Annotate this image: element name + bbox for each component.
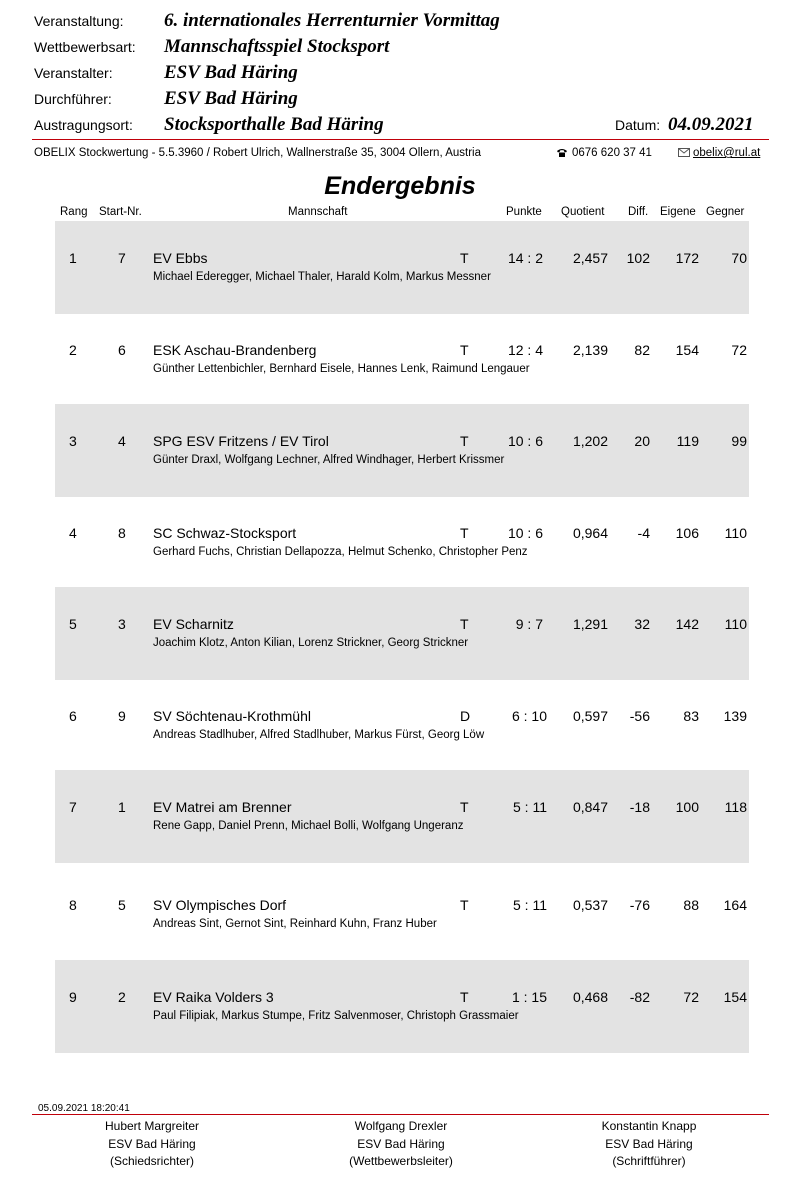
points: 10 : 6 — [507, 433, 543, 449]
opponent-points: 164 — [723, 897, 747, 913]
points: 5 : 11 — [513, 799, 547, 815]
own-points: 88 — [683, 897, 699, 913]
software-info: OBELIX Stockwertung - 5.5.3960 / Robert Ulrich, Wallnerstraße 35, 3004 Ollern, Austria — [34, 147, 482, 159]
players: Günter Draxl, Wolfgang Lechner, Alfred Windhager, Herbert Krissmer — [153, 454, 505, 466]
value-competition-type: Mannschaftsspiel Stocksport — [164, 36, 390, 57]
quotient: 0,847 — [572, 799, 608, 815]
start-number: 3 — [118, 616, 126, 632]
table-row — [55, 770, 749, 863]
value-event: 6. internationales Herrenturnier Vormittag — [164, 10, 500, 31]
team-name: EV Scharnitz — [153, 616, 234, 632]
quotient: 0,964 — [572, 525, 608, 541]
diff: -4 — [637, 525, 650, 541]
rank: 1 — [69, 250, 77, 266]
signature-secretary — [549, 1118, 749, 1171]
print-timestamp: 05.09.2021 18:20:41 — [38, 1103, 130, 1114]
rank: 8 — [69, 897, 77, 913]
start-number: 4 — [118, 433, 126, 449]
signature-role: (Wettbewerbsleiter) — [349, 1154, 453, 1168]
own-points: 172 — [675, 250, 699, 266]
diff: 102 — [626, 250, 650, 266]
rank: 6 — [69, 708, 77, 724]
diff: -76 — [629, 897, 650, 913]
team-flag: T — [460, 989, 469, 1005]
table-row — [55, 960, 749, 1053]
label-organizer: Veranstalter: — [34, 65, 113, 81]
start-number: 2 — [118, 989, 126, 1005]
players: Andreas Sint, Gernot Sint, Reinhard Kuhn, Franz Huber — [153, 918, 437, 930]
signature-role: (Schiedsrichter) — [109, 1154, 195, 1168]
col-opponent: Gegner — [706, 206, 745, 218]
col-diff: Diff. — [628, 206, 649, 218]
own-points: 154 — [675, 342, 699, 358]
signature-name: Hubert Margreiter — [104, 1119, 200, 1133]
own-points: 119 — [676, 433, 699, 449]
opponent-points: 154 — [723, 989, 747, 1005]
team-flag: D — [460, 708, 471, 724]
players: Günther Lettenbichler, Bernhard Eisele, Hannes Lenk, Raimund Lengauer — [153, 363, 530, 375]
col-start-number: Start-Nr. — [99, 206, 142, 218]
players: Gerhard Fuchs, Christian Dellapozza, Helmut Schenko, Christopher Penz — [153, 546, 528, 558]
own-points: 100 — [675, 799, 699, 815]
players: Paul Filipiak, Markus Stumpe, Fritz Salvenmoser, Christoph Grassmaier — [153, 1010, 519, 1022]
table-row — [55, 868, 749, 961]
players: Andreas Stadlhuber, Alfred Stadlhuber, Markus Fürst, Georg Löw — [153, 729, 485, 741]
value-executor: ESV Bad Häring — [164, 88, 298, 109]
table-row — [55, 221, 749, 314]
label-date: Datum: — [615, 117, 661, 133]
rank: 4 — [69, 525, 77, 541]
team-name: EV Raika Volders 3 — [153, 989, 274, 1005]
points: 12 : 4 — [507, 342, 543, 358]
quotient: 0,537 — [572, 897, 608, 913]
start-number: 7 — [118, 250, 126, 266]
signature-role: (Schriftführer) — [612, 1154, 686, 1168]
phone-icon — [556, 148, 568, 158]
team-name: ESK Aschau-Brandenberg — [153, 342, 317, 358]
team-name: SV Söchtenau-Krothmühl — [153, 708, 311, 724]
diff: -82 — [629, 989, 650, 1005]
diff: 82 — [634, 342, 650, 358]
rank: 7 — [69, 799, 77, 815]
rank: 3 — [69, 433, 77, 449]
signature-club: ESV Bad Häring — [605, 1136, 693, 1151]
table-row — [55, 404, 749, 497]
label-event: Veranstaltung: — [34, 13, 124, 29]
points: 6 : 10 — [511, 708, 547, 724]
own-points: 72 — [683, 989, 699, 1005]
signature-competition-manager — [301, 1118, 501, 1171]
own-points: 83 — [683, 708, 699, 724]
table-row — [55, 679, 749, 772]
quotient: 2,457 — [572, 250, 608, 266]
opponent-points: 99 — [731, 433, 747, 449]
phone-number: 0676 620 37 41 — [572, 147, 652, 159]
team-flag: T — [460, 250, 469, 266]
players: Joachim Klotz, Anton Kilian, Lorenz Strickner, Georg Strickner — [153, 637, 469, 649]
table-row — [55, 496, 749, 589]
value-venue: Stocksporthalle Bad Häring — [164, 114, 384, 135]
col-rank: Rang — [60, 206, 88, 218]
quotient: 1,291 — [572, 616, 608, 632]
rank: 9 — [69, 989, 77, 1005]
quotient: 1,202 — [572, 433, 608, 449]
team-name: EV Ebbs — [153, 250, 208, 266]
rank: 5 — [69, 616, 77, 632]
value-organizer: ESV Bad Häring — [164, 62, 298, 83]
col-points: Punkte — [506, 206, 542, 218]
opponent-points: 70 — [731, 250, 747, 266]
page-title: Endergebnis — [324, 172, 476, 200]
opponent-points: 118 — [724, 799, 747, 815]
start-number: 6 — [118, 342, 126, 358]
table-row — [55, 587, 749, 680]
label-venue: Austragungsort: — [34, 117, 133, 133]
team-name: SPG ESV Fritzens / EV Tirol — [153, 433, 329, 449]
own-points: 106 — [675, 525, 699, 541]
team-name: SV Olympisches Dorf — [153, 897, 287, 913]
label-executor: Durchführer: — [34, 91, 112, 107]
team-flag: T — [460, 342, 469, 358]
start-number: 8 — [118, 525, 126, 541]
diff: 20 — [634, 433, 650, 449]
team-name: SC Schwaz-Stocksport — [153, 525, 297, 541]
opponent-points: 110 — [724, 525, 747, 541]
col-quotient: Quotient — [561, 206, 605, 218]
team-flag: T — [460, 897, 469, 913]
team-flag: T — [460, 433, 469, 449]
start-number: 1 — [118, 799, 126, 815]
points: 9 : 7 — [515, 616, 543, 632]
points: 5 : 11 — [513, 897, 547, 913]
players: Rene Gapp, Daniel Prenn, Michael Bolli, Wolfgang Ungeranz — [153, 820, 464, 832]
table-row — [55, 313, 749, 406]
points: 1 : 15 — [511, 989, 547, 1005]
value-date: 04.09.2021 — [668, 114, 754, 135]
players: Michael Ederegger, Michael Thaler, Harald Kolm, Markus Messner — [153, 271, 491, 283]
col-own: Eigene — [660, 206, 696, 218]
signature-club: ESV Bad Häring — [108, 1136, 196, 1151]
opponent-points: 72 — [731, 342, 747, 358]
quotient: 2,139 — [572, 342, 608, 358]
diff: -56 — [629, 708, 650, 724]
email-link[interactable]: obelix@rul.at — [693, 147, 761, 159]
signature-name: Konstantin Knapp — [601, 1119, 697, 1133]
signature-referee — [52, 1118, 252, 1171]
team-flag: T — [460, 799, 469, 815]
label-competition-type: Wettbewerbsart: — [34, 39, 136, 55]
header-divider — [32, 139, 769, 140]
diff: -18 — [629, 799, 650, 815]
start-number: 5 — [118, 897, 126, 913]
quotient: 0,597 — [572, 708, 608, 724]
team-name: EV Matrei am Brenner — [153, 799, 292, 815]
own-points: 142 — [675, 616, 699, 632]
mail-icon — [678, 148, 690, 157]
opponent-points: 139 — [723, 708, 747, 724]
start-number: 9 — [118, 708, 126, 724]
points: 10 : 6 — [507, 525, 543, 541]
opponent-points: 110 — [724, 616, 747, 632]
quotient: 0,468 — [572, 989, 608, 1005]
signature-club: ESV Bad Häring — [357, 1136, 445, 1151]
signature-name: Wolfgang Drexler — [354, 1119, 448, 1133]
footer-divider — [32, 1114, 769, 1115]
diff: 32 — [634, 616, 650, 632]
team-flag: T — [460, 616, 469, 632]
team-flag: T — [460, 525, 469, 541]
col-team: Mannschaft — [288, 206, 348, 218]
rank: 2 — [69, 342, 77, 358]
points: 14 : 2 — [507, 250, 543, 266]
